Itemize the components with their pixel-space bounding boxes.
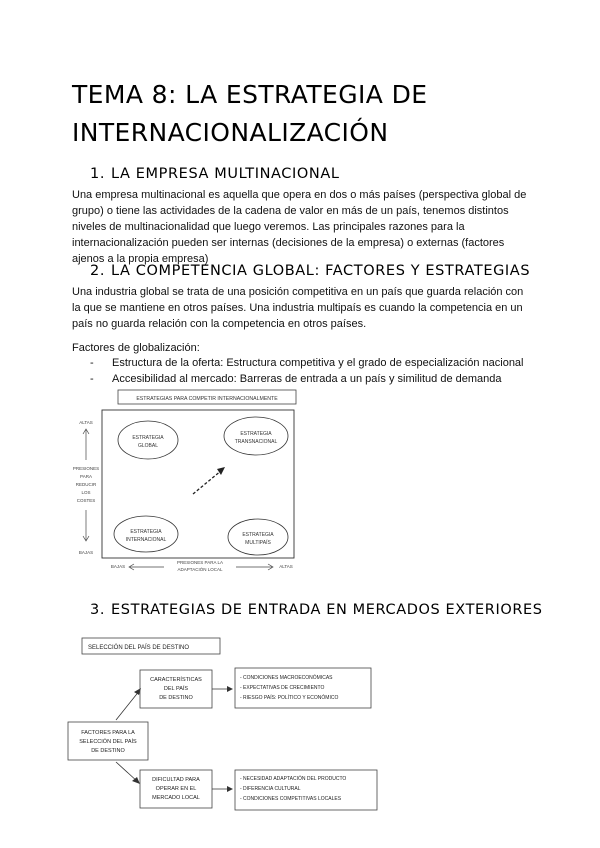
section-number: 3. bbox=[90, 602, 106, 618]
characteristics-label-3: DE DESTINO bbox=[159, 695, 193, 701]
difficulty-label-2: OPERAR EN EL bbox=[155, 786, 197, 792]
characteristics-label-2: DEL PAÍS bbox=[163, 686, 189, 692]
title-line-1: TEMA 8: LA ESTRATEGIA DE bbox=[72, 80, 428, 109]
factors-label-3: DE DESTINO bbox=[91, 748, 125, 754]
section-title: LA EMPRESA MULTINACIONAL bbox=[111, 166, 340, 182]
quadrant-multipais-label-2: MULTIPAÍS bbox=[245, 540, 271, 546]
section-number: 1. bbox=[90, 166, 106, 182]
y-axis-label-4: LOS bbox=[81, 490, 91, 495]
section-number: 2. bbox=[90, 263, 106, 279]
difficulty-label-3: MERCADO LOCAL bbox=[152, 795, 200, 801]
y-axis-label-5: COSTES bbox=[76, 498, 96, 503]
quadrant-multipais-label-1: ESTRATEGIA bbox=[242, 532, 274, 538]
matrix-title: ESTRATEGIAS PARA COMPETIR INTERNACIONALMENTE bbox=[136, 396, 278, 402]
quadrant-internacional-label-1: ESTRATEGIA bbox=[130, 529, 162, 535]
difficulty-label-1: DIFICULTAD PARA bbox=[152, 777, 200, 783]
difficulty-item-2: - DIFERENCIA CULTURAL bbox=[240, 786, 301, 792]
paragraph-competencia: Una industria global se trata de una posición competitiva en un país que guarda relación con la que se mantiene en otros países. Una industria multipaís es cuando la competencia en un país no guarda relación con la competencia en otros países. bbox=[72, 286, 524, 330]
y-axis-label-3: REDUCIR bbox=[75, 482, 97, 487]
quadrant-global-label-2: GLOBAL bbox=[137, 443, 159, 449]
page-title bbox=[72, 76, 542, 152]
characteristics-item-3: - RIESGO PAÍS: POLÍTICO Y ECONÓMICO bbox=[240, 695, 339, 701]
quadrant-global-label-1: ESTRATEGIA bbox=[132, 435, 164, 441]
y-axis-top-label: ALTAS bbox=[79, 420, 93, 425]
arrow-characteristics-items-head bbox=[227, 686, 233, 692]
destination-selection-diagram bbox=[60, 632, 390, 812]
section-heading-2 bbox=[90, 263, 530, 279]
y-axis-label-1: PRESIONES bbox=[72, 466, 100, 471]
dashed-arrow bbox=[193, 470, 222, 494]
x-axis-left-label: BAJAS bbox=[110, 564, 126, 569]
factores-intro: Factores de globalización: bbox=[72, 342, 200, 354]
paragraph-multinacional: Una empresa multinacional es aquella que opera en dos o más países (perspectiva global de grupo) o tiene las actividades de la cadena de valor en más de un país, tenemos distintos niveles de multinacionalidad que luego veremos. Las principales razones para la internacionalización pueden ser internas (decisiones de la empresa) o externas (factores ajenos a la propia empresa) bbox=[72, 189, 527, 265]
strategy-matrix-diagram bbox=[60, 386, 310, 578]
quadrant-internacional-label-2: INTERNACIONAL bbox=[125, 537, 167, 543]
list-item-text: Estructura de la oferta: Estructura competitiva y el grado de especialización nacional bbox=[112, 357, 524, 369]
section-heading-1 bbox=[90, 166, 340, 182]
header-label: SELECCIÓN DEL PAÍS DE DESTINO bbox=[88, 645, 190, 651]
factors-label-1: FACTORES PARA LA bbox=[81, 730, 135, 736]
arrow-difficulty-items-head bbox=[227, 786, 233, 792]
list-item bbox=[72, 355, 532, 371]
x-axis-label-2: ADAPTACIÓN LOCAL bbox=[177, 567, 223, 572]
characteristics-item-1: - CONDICIONES MACROECONÓMICAS bbox=[240, 675, 333, 681]
quadrant-transnacional-label-2: TRANSNACIONAL bbox=[234, 439, 278, 445]
list-item bbox=[72, 371, 532, 387]
characteristics-item-2: - EXPECTATIVAS DE CRECIMIENTO bbox=[240, 685, 325, 691]
x-axis-right-label: ALTAS bbox=[279, 564, 293, 569]
section-title: LA COMPETENCIA GLOBAL: FACTORES Y ESTRATEGIAS bbox=[111, 263, 531, 279]
y-axis-bottom-label: BAJAS bbox=[78, 550, 94, 555]
arrow-to-characteristics bbox=[116, 690, 140, 720]
list-item-text: Accesibilidad al mercado: Barreras de entrada a un país y similitud de demanda bbox=[112, 373, 502, 385]
title-line-2: INTERNACIONALIZACIÓN bbox=[72, 118, 389, 147]
factores-list bbox=[72, 355, 532, 387]
section-title: ESTRATEGIAS DE ENTRADA EN MERCADOS EXTERIORES bbox=[111, 602, 543, 618]
characteristics-label-1: CARACTERÍSTICAS bbox=[150, 677, 202, 683]
quadrant-transnacional-label-1: ESTRATEGIA bbox=[240, 431, 272, 437]
y-axis-label-2: PARA bbox=[80, 474, 92, 479]
x-axis-label-1: PRESIONES PARA LA bbox=[177, 560, 223, 565]
difficulty-item-1: - NECESIDAD ADAPTACIÓN DEL PRODUCTO bbox=[240, 776, 347, 782]
section-heading-3 bbox=[90, 602, 543, 618]
factors-label-2: SELECCIÓN DEL PAÍS bbox=[79, 739, 137, 745]
difficulty-item-3: - CONDICIONES COMPETITIVAS LOCALES bbox=[240, 796, 342, 802]
